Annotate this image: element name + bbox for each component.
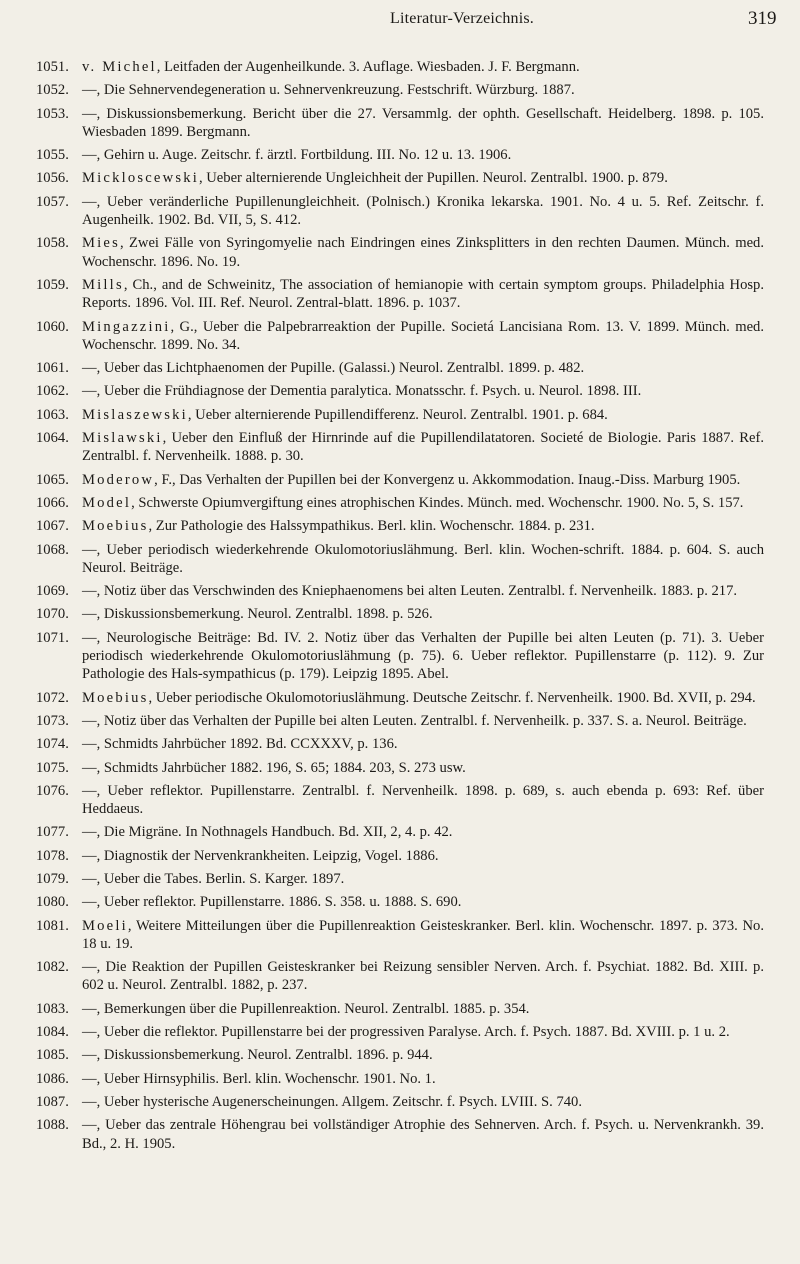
reference-number: 1052. <box>36 82 69 99</box>
running-title: Literatur-Verzeichnis. <box>390 10 535 27</box>
page-number: 319 <box>748 8 777 29</box>
reference-number: 1055. <box>36 147 69 164</box>
reference-number: 1059. <box>36 276 69 293</box>
reference-author: Mills <box>82 276 124 293</box>
reference-text: —, Die Reaktion der Pupillen Geisteskranker bei Reizung sensibler Nerven. Arch. f. Psychiat. 1882. Bd. XIII. p. 602 u. Neurol. Zentralbl. 1882, p. 237. <box>82 959 764 994</box>
reference-text: —, Ueber das zentrale Höhengrau bei vollständiger Atrophie des Sehnerven. Arch. f. Psych. u. Nervenkrankh. 39. Bd., 2. H. 1905. <box>82 1117 764 1152</box>
reference-text: , Ueber den Einfluß der Hirnrinde auf die Pupillendilatatoren. Societé de Biologie. Paris 1887. Ref. Zentralbl. f. Nervenheilk. 1888. p. 30. <box>82 430 764 465</box>
reference-text: —, Ueber reflektor. Pupillenstarre. 1886. S. 358. u. 1888. S. 690. <box>82 894 462 911</box>
reference-text: —, Diskussionsbemerkung. Bericht über die 27. Versammlg. der ophth. Gesellschaft. Heidelberg. 1898. p. 105. Wiesbaden 1899. Bergmann. <box>82 105 764 140</box>
reference-number: 1073. <box>36 712 69 729</box>
reference-text: , Zur Pathologie des Halssympathikus. Berl. klin. Wochenschr. 1884. p. 231. <box>148 518 595 535</box>
reference-number: 1076. <box>36 782 69 799</box>
reference-text: —, Diagnostik der Nervenkrankheiten. Leipzig, Vogel. 1886. <box>82 847 439 864</box>
reference-text: , Zwei Fälle von Syringomyelie nach Eindringen eines Zinksplitters in den rechten Daumen. Münch. med. Wochenschr. 1896. No. 19. <box>82 235 764 270</box>
reference-text: , Schwerste Opiumvergiftung eines atrophischen Kindes. Münch. med. Wochenschr. 1900. No. 5, S. 157. <box>131 494 744 511</box>
reference-entry <box>36 782 764 819</box>
reference-entry <box>36 234 764 271</box>
reference-number: 1051. <box>36 59 69 75</box>
reference-text: —, Notiz über das Verschwinden des Kniephaenomens bei alten Leuten. Zentralbl. f. Nervenheilk. 1883. p. 217. <box>82 583 738 600</box>
reference-entry <box>36 917 764 954</box>
reference-number: 1079. <box>36 870 69 887</box>
reference-number: 1070. <box>36 606 69 623</box>
reference-text: , G., Ueber die Palpebrarreaktion der Pupille. Societá Lancisiana Rom. 13. V. 1899. Münch. med. Wochenschr. 1899. No. 34. <box>82 318 764 353</box>
reference-author: Moeli <box>82 917 128 934</box>
reference-author: Moderow <box>82 471 155 488</box>
reference-number: 1078. <box>36 847 69 864</box>
reference-number: 1082. <box>36 959 69 976</box>
reference-entry <box>36 1000 764 1018</box>
reference-entry <box>36 517 764 535</box>
reference-number: 1086. <box>36 1070 69 1087</box>
reference-number: 1080. <box>36 894 69 911</box>
reference-entry <box>36 870 764 888</box>
reference-entry <box>36 471 764 489</box>
reference-entry <box>36 1023 764 1041</box>
reference-number: 1066. <box>36 494 69 511</box>
reference-author: Moebius <box>82 689 149 706</box>
reference-text: , Leitfaden der Augenheilkunde. 3. Auflage. Wiesbaden. J. F. Bergmann. <box>156 59 580 75</box>
reference-entry <box>36 759 764 777</box>
reference-number: 1069. <box>36 583 69 600</box>
reference-number: 1062. <box>36 383 69 400</box>
reference-entry <box>36 605 764 623</box>
reference-text: —, Die Sehnervendegeneration u. Sehnervenkreuzung. Festschrift. Würzburg. 1887. <box>82 82 575 99</box>
reference-entry <box>36 823 764 841</box>
reference-entry <box>36 359 764 377</box>
reference-author: Mies <box>82 235 120 252</box>
reference-entry <box>36 494 764 512</box>
reference-entry <box>36 735 764 753</box>
reference-text: —, Schmidts Jahrbücher 1882. 196, S. 65; 1884. 203, S. 273 usw. <box>82 759 466 776</box>
reference-number: 1085. <box>36 1047 69 1064</box>
reference-author: Model <box>82 494 132 511</box>
reference-text: —, Die Migräne. In Nothnagels Handbuch. Bd. XII, 2, 4. p. 42. <box>82 824 453 841</box>
reference-author: v. Michel <box>82 59 157 75</box>
reference-text: —, Bemerkungen über die Pupillenreaktion. Neurol. Zentralbl. 1885. p. 354. <box>82 1000 530 1017</box>
reference-entry <box>36 276 764 313</box>
reference-entry <box>36 582 764 600</box>
reference-number: 1056. <box>36 170 69 187</box>
reference-text: —, Ueber die Frühdiagnose der Dementia paralytica. Monatsschr. f. Psych. u. Neurol. 1898. III. <box>82 383 642 400</box>
reference-entry <box>36 1116 764 1153</box>
reference-number: 1088. <box>36 1117 69 1134</box>
reference-text: —, Ueber periodisch wiederkehrende Okulomotoriuslähmung. Berl. klin. Wochen-schrift. 1884. p. 604. S. auch Neurol. Beiträge. <box>82 541 764 576</box>
reference-number: 1077. <box>36 824 69 841</box>
reference-number: 1067. <box>36 518 69 535</box>
reference-number: 1065. <box>36 471 69 488</box>
reference-entry <box>36 847 764 865</box>
reference-number: 1057. <box>36 193 69 210</box>
reference-number: 1058. <box>36 235 69 252</box>
reference-author: Mislaszewski <box>82 406 188 423</box>
reference-text: , Ueber alternierende Ungleichheit der Pupillen. Neurol. Zentralbl. 1900. p. 879. <box>198 170 668 187</box>
running-head <box>0 10 800 36</box>
reference-entry <box>36 81 764 99</box>
reference-text: —, Ueber hysterische Augenerscheinungen. Allgem. Zeitschr. f. Psych. LVIII. S. 740. <box>82 1093 583 1110</box>
reference-entry <box>36 193 764 230</box>
reference-entry <box>36 1093 764 1111</box>
reference-entry <box>36 1046 764 1064</box>
reference-author: Mislawski <box>82 430 163 447</box>
reference-text: —, Neurologische Beiträge: Bd. IV. 2. Notiz über das Verhalten der Pupille bei alten Leuten (p. 71). 3. Ueber periodisch wiederkehrende Okulomotoriuslähmung (p. 75). 6. Ueber reflektor. Pupillenstarre (p. 112). 9. Zur Pathologie des Hals-sympathicus (p. 179). Leipzig 1895. Abel. <box>82 629 764 683</box>
reference-text: —, Schmidts Jahrbücher 1892. Bd. CCXXXV, p. 136. <box>82 736 398 753</box>
reference-list <box>36 58 764 1158</box>
reference-entry <box>36 406 764 424</box>
reference-text: —, Ueber das Lichtphaenomen der Pupille. (Galassi.) Neurol. Zentralbl. 1899. p. 482. <box>82 360 585 377</box>
reference-number: 1071. <box>36 629 69 646</box>
reference-entry <box>36 58 764 76</box>
reference-number: 1084. <box>36 1024 69 1041</box>
reference-entry <box>36 689 764 707</box>
reference-number: 1074. <box>36 736 69 753</box>
reference-author: Moebius <box>82 518 149 535</box>
reference-author: Mingazzini <box>82 318 171 335</box>
reference-number: 1068. <box>36 541 69 558</box>
reference-entry <box>36 169 764 187</box>
reference-number: 1083. <box>36 1000 69 1017</box>
reference-entry <box>36 382 764 400</box>
reference-entry <box>36 712 764 730</box>
reference-text: , Ueber periodische Okulomotoriuslähmung. Deutsche Zeitschr. f. Nervenheilk. 1900. Bd. XVII, p. 294. <box>148 689 756 706</box>
reference-number: 1087. <box>36 1093 69 1110</box>
reference-entry <box>36 318 764 355</box>
reference-entry <box>36 958 764 995</box>
reference-entry <box>36 1070 764 1088</box>
reference-entry <box>36 541 764 578</box>
reference-number: 1063. <box>36 406 69 423</box>
reference-text: —, Ueber reflektor. Pupillenstarre. Zentralbl. f. Nervenheilk. 1898. p. 689, s. auch ebenda p. 693: Ref. über Heddaeus. <box>82 782 764 818</box>
reference-number: 1053. <box>36 105 69 122</box>
reference-number: 1072. <box>36 689 69 706</box>
reference-text: , Ch., and de Schweinitz, The association of hemianopie with certain symptom groups. Philadelphia Hosp. Reports. 1896. Vol. III. Ref. Neurol. Zentral-blatt. 1896. p. 1037. <box>82 276 764 312</box>
reference-text: —, Diskussionsbemerkung. Neurol. Zentralbl. 1898. p. 526. <box>82 606 433 623</box>
reference-text: —, Ueber die Tabes. Berlin. S. Karger. 1897. <box>82 870 345 887</box>
reference-text: —, Notiz über das Verhalten der Pupille bei alten Leuten. Zentralbl. f. Nervenheilk. p. 337. S. a. Neurol. Beiträge. <box>82 712 747 729</box>
reference-text: , Ueber alternierende Pupillendifferenz. Neurol. Zentralbl. 1901. p. 684. <box>187 406 608 423</box>
reference-entry <box>36 893 764 911</box>
reference-entry <box>36 146 764 164</box>
reference-number: 1075. <box>36 759 69 776</box>
reference-entry <box>36 105 764 142</box>
reference-number: 1060. <box>36 318 69 335</box>
reference-number: 1061. <box>36 360 69 377</box>
reference-text: —, Gehirn u. Auge. Zeitschr. f. ärztl. Fortbildung. III. No. 12 u. 13. 1906. <box>82 147 512 164</box>
reference-entry <box>36 629 764 684</box>
reference-entry <box>36 429 764 466</box>
reference-text: , F., Das Verhalten der Pupillen bei der Konvergenz u. Akkommodation. Inaug.-Diss. Marburg 1905. <box>154 471 741 488</box>
reference-number: 1064. <box>36 430 69 447</box>
reference-text: , Weitere Mitteilungen über die Pupillenreaktion Geisteskranker. Berl. klin. Wochenschr. 1897. p. 373. No. 18 u. 19. <box>82 917 764 952</box>
reference-text: —, Ueber die reflektor. Pupillenstarre bei der progressiven Paralyse. Arch. f. Psych. 1887. Bd. XVIII. p. 1 u. 2. <box>82 1024 730 1041</box>
reference-text: —, Diskussionsbemerkung. Neurol. Zentralbl. 1896. p. 944. <box>82 1047 433 1064</box>
reference-text: —, Ueber Hirnsyphilis. Berl. klin. Wochenschr. 1901. No. 1. <box>82 1070 436 1087</box>
reference-number: 1081. <box>36 917 69 934</box>
reference-author: Mickloscewski <box>82 170 199 187</box>
reference-text: —, Ueber veränderliche Pupillenungleichheit. (Polnisch.) Kronika lekarska. 1901. No. 4 u. 5. Ref. Zeitschr. f. Augenheilk. 1902. Bd. VII, 5, S. 412. <box>82 193 764 229</box>
